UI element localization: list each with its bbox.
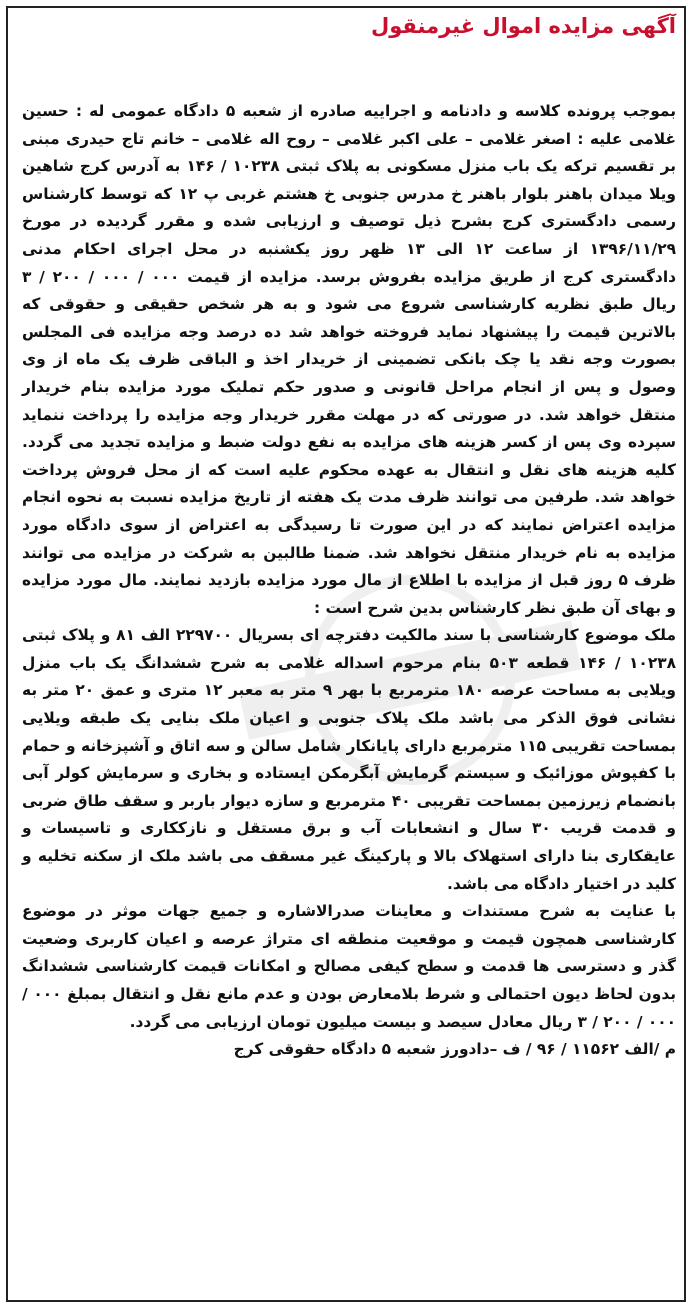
notice-body — [22, 98, 676, 1064]
notice-footer-reference: م /الف ۱۱۵۶۲ / ۹۶ / ف –دادورز شعبه ۵ دادگاه حقوقی کرج — [233, 1040, 676, 1059]
notice-paragraph-auction-terms: بموجب پرونده کلاسه و دادنامه و اجراییه صادره از شعبه ۵ دادگاه عمومی له : حسین غلامی علیه : اصغر غلامی – علی اکبر غلامی – روح اله غلامی – خانم تاج حیدری مبنی بر تقسیم ترکه یک باب منزل مسکونی به پلاک ثبتی ۱۰۲۳۸ / ۱۴۶ به آدرس کرج شاهین ویلا میدان باهنر بلوار باهنر خ مدرس جنوبی خ هشتم غربی پ ۱۲ که توسط کارشناس رسمی دادگستری کرج بشرح ذیل توصیف و ارزیابی شده و مقرر گردیده در مورخ ۱۳۹۶/۱۱/۲۹ از ساعت ۱۲ الی ۱۳ ظهر روز یکشنبه در محل اجرای احکام مدنی دادگستری کرج از طریق مزایده بفروش برسد. مزایده از قیمت ۰۰۰ / ۰۰۰ / ۲۰۰ / ۳ ریال طبق نظریه کارشناسی شروع می شود و به هر شخص حقیقی و حقوقی که بالاترین قیمت را پیشنهاد نماید فروخته خواهد شد ده درصد وجه مزایده فی المجلس بصورت وجه نقد یا چک بانکی تضمینی از خریدار اخذ و الباقی ظرف یک ماه از وی وصول و پس از انجام مراحل قانونی و صدور حکم تملیک مورد مزایده بنام خریدار منتقل خواهد شد. در صورتی که در مهلت مقرر خریدار وجه مزایده را پرداخت ننماید سپرده وی پس از کسر هزینه های مزایده به نفع دولت ضبط و مزایده تجدید می گردد. کلیه هزینه های نقل و انتقال به عهده محکوم علیه است که از محل فروش پرداخت خواهد شد. طرفین می توانند ظرف مدت یک هفته از تاریخ مزایده نسبت به نحوه انجام مزایده اعتراض نمایند که در این صورت تا رسیدگی به اعتراض از سوی دادگاه مورد مزایده به نام خریدار منتقل نخواهد شد. ضمنا طالبین به شرکت در مزایده می توانند ظرف ۵ روز قبل از مزایده با اطلاع از مال مورد مزایده بازدید نمایند. مال مورد مزایده و بهای آن طبق نظر کارشناس بدین شرح است : — [22, 102, 677, 617]
notice-paragraph-property-description: ملک موضوع کارشناسی با سند مالکیت دفترچه ای بسریال ۲۲۹۷۰۰ الف ۸۱ و پلاک ثبتی ۱۰۲۳۸ / ۱۴۶ قطعه ۵۰۳ بنام مرحوم اسداله غلامی به شرح ششدانگ یک باب منزل ویلایی به مساحت عرصه ۱۸۰ مترمربع با بهر ۹ متر به معبر ۱۲ متری و عمق ۲۰ متر به نشانی فوق الذکر می باشد ملک پلاک جنوبی و اعیان ملک بنایی یک طبقه ویلایی بمساحت تقریبی ۱۱۵ مترمربع دارای پایانکار شامل سالن و سه اتاق و آشپزخانه و حمام با کفپوش موزائیک و سیستم گرمایش آبگرمکن ایستاده و بخاری و سرمایش کولر آبی بانضمام زیرزمین بمساحت تقریبی ۴۰ مترمربع و سازه دیوار باربر و سقف طاق ضربی و قدمت قریب ۳۰ سال و انشعابات آب و برق مستقل و نازککاری و تاسیسات و عایقکاری بنا دارای استهلاک بالا و پارکینگ غیر مسقف می باشد ملک از سکنه تخلیه و کلید در اختیار دادگاه می باشد. — [22, 626, 677, 893]
notice-paragraph-valuation: با عنایت به شرح مستندات و معاینات صدرالاشاره و جمیع جهات موثر در موضوع کارشناسی همچون قیمت و موقعیت منطقه ای متراژ عرصه و اعیان کاربری وضعیت گذر و دسترسی ها قدمت و سطح کیفی مصالح و امکانات قیمت کارشناسی ششدانگ بدون لحاظ دیون احتمالی و شرط بلامعارض بودن و عدم مانع نقل و انتقال بمبلغ ۰۰۰ / ۰۰۰ / ۲۰۰ / ۳ ریال معادل سیصد و بیست میلیون تومان ارزیابی می گردد. — [22, 902, 677, 1031]
notice-title: آگهی مزایده اموال غیرمنقول — [371, 14, 676, 38]
